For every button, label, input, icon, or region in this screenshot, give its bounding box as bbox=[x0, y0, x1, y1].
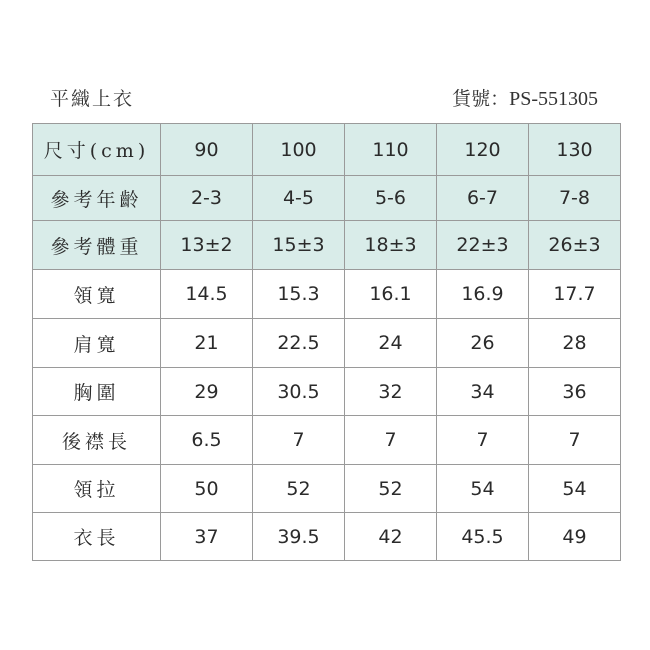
table-cell: 7 bbox=[437, 416, 529, 465]
table-cell: 7 bbox=[253, 416, 345, 465]
row-label: 參考體重 bbox=[33, 221, 161, 270]
sku-label: 貨號： bbox=[452, 88, 510, 110]
table-cell: 37 bbox=[161, 513, 253, 561]
table-cell: 45.5 bbox=[437, 513, 529, 561]
table-cell: 17.7 bbox=[529, 270, 621, 319]
table-cell: 120 bbox=[437, 124, 529, 176]
product-sku bbox=[452, 84, 598, 111]
table-cell: 2-3 bbox=[161, 176, 253, 221]
table-cell: 36 bbox=[529, 368, 621, 416]
table-cell: 110 bbox=[345, 124, 437, 176]
table-row bbox=[33, 270, 621, 319]
table-cell: 52 bbox=[253, 465, 345, 513]
table-cell: 22.5 bbox=[253, 319, 345, 368]
table-cell: 49 bbox=[529, 513, 621, 561]
table-row bbox=[33, 368, 621, 416]
row-label: 參考年齡 bbox=[33, 176, 161, 221]
row-label: 領寬 bbox=[33, 270, 161, 319]
row-label: 尺寸(cm) bbox=[33, 124, 161, 176]
table-cell: 28 bbox=[529, 319, 621, 368]
table-cell: 34 bbox=[437, 368, 529, 416]
table-cell: 26±3 bbox=[529, 221, 621, 270]
table-cell: 29 bbox=[161, 368, 253, 416]
table-row bbox=[33, 416, 621, 465]
size-chart-table bbox=[32, 123, 621, 561]
table-cell: 30.5 bbox=[253, 368, 345, 416]
table-cell: 54 bbox=[437, 465, 529, 513]
table-row bbox=[33, 124, 621, 176]
row-label: 肩寬 bbox=[33, 319, 161, 368]
table-cell: 42 bbox=[345, 513, 437, 561]
row-label: 胸圍 bbox=[33, 368, 161, 416]
table-cell: 26 bbox=[437, 319, 529, 368]
table-cell: 90 bbox=[161, 124, 253, 176]
table-cell: 7-8 bbox=[529, 176, 621, 221]
table-cell: 7 bbox=[345, 416, 437, 465]
table-cell: 130 bbox=[529, 124, 621, 176]
table-cell: 4-5 bbox=[253, 176, 345, 221]
table-row bbox=[33, 513, 621, 561]
table-cell: 15±3 bbox=[253, 221, 345, 270]
table-cell: 13±2 bbox=[161, 221, 253, 270]
sku-code: PS-551305 bbox=[509, 88, 598, 110]
product-title: 平織上衣 bbox=[50, 88, 135, 110]
table-cell: 50 bbox=[161, 465, 253, 513]
table-cell: 6.5 bbox=[161, 416, 253, 465]
table-cell: 14.5 bbox=[161, 270, 253, 319]
table-cell: 100 bbox=[253, 124, 345, 176]
table-cell: 52 bbox=[345, 465, 437, 513]
table-cell: 5-6 bbox=[345, 176, 437, 221]
table-cell: 16.1 bbox=[345, 270, 437, 319]
table-cell: 54 bbox=[529, 465, 621, 513]
table-cell: 24 bbox=[345, 319, 437, 368]
table-cell: 39.5 bbox=[253, 513, 345, 561]
table-row bbox=[33, 176, 621, 221]
table-cell: 15.3 bbox=[253, 270, 345, 319]
table-cell: 18±3 bbox=[345, 221, 437, 270]
table-cell: 7 bbox=[529, 416, 621, 465]
table-row bbox=[33, 319, 621, 368]
table-cell: 6-7 bbox=[437, 176, 529, 221]
table-row bbox=[33, 221, 621, 270]
table-cell: 21 bbox=[161, 319, 253, 368]
row-label: 領拉 bbox=[33, 465, 161, 513]
table-cell: 22±3 bbox=[437, 221, 529, 270]
row-label: 衣長 bbox=[33, 513, 161, 561]
table-cell: 16.9 bbox=[437, 270, 529, 319]
table-cell: 32 bbox=[345, 368, 437, 416]
row-label: 後襟長 bbox=[33, 416, 161, 465]
table-row bbox=[33, 465, 621, 513]
